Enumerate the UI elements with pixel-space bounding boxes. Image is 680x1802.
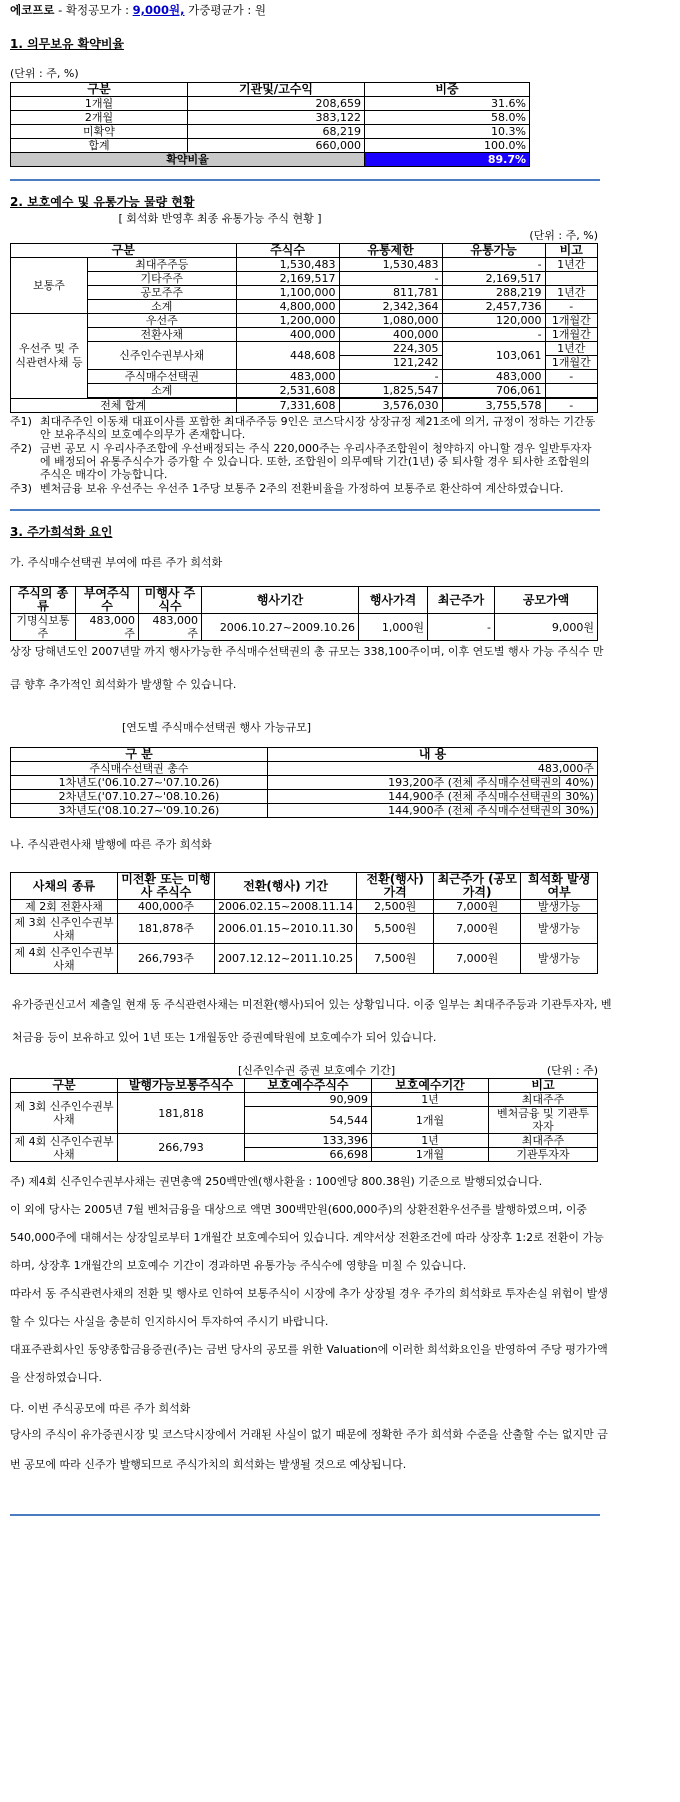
table-row: 2차년도('07.10.27~'08.10.26) 144,900주 (전체 주식매수선택권의 30%) xyxy=(11,790,598,804)
ratio-row xyxy=(11,153,530,167)
table-row: 제 4회 신주인수권부사채 266,793주 2007.12.12~2011.10.25 7,500원 7,000원 발생가능 xyxy=(11,944,598,974)
divider xyxy=(10,1514,600,1516)
table-row: 합계 660,000 100.0% xyxy=(11,139,530,153)
s3-b-title: 나. 주식관련사채 발행에 따른 주가 희석화 xyxy=(10,838,212,851)
total-row: 전체 합계 7,331,608 3,576,030 3,755,578 - xyxy=(11,399,598,413)
table-row: 3차년도('08.10.27~'09.10.26) 144,900주 (전체 주식매수선택권의 30%) xyxy=(11,804,598,818)
s3-a-para: 상장 당해년도인 2007년말 까지 행사가능한 주식매수선택권의 총 규모는 338,100주이며, 이후 연도별 행사 가능 주식수 만큼 향후 추가적인 희석화가 발생할 수 있습니다. xyxy=(10,645,604,691)
bond-table: 사채의 종류 미전환 또는 미행사 주식수 전환(행사) 기간 전환(행사) 가격 최근주가 (공모가격) 희석화 발생여부 제 2회 전환사채 400,000주 2006.02.15~2008.11.14 2,500원 7,000원 발생가능 제 3회 신주인수권부사채 181,878주 2006.01.15~2010.11.30 5,500원 7,000원 발생가능 제 4회 신주인수권부사채 266,793주 2007.12.12~2011.10.25 7,500원 7,000원 발생가능 xyxy=(10,872,598,974)
table-row: 공모주주 1,100,000 811,781 288,219 1년간 xyxy=(11,286,598,300)
table-row: 기명식보통주 483,000주 483,000주 2006.10.27~2009.10.26 1,000원 - 9,000원 xyxy=(11,614,598,641)
s2-subtitle: [ 회석화 반영후 최종 유통가능 주식 현황 ] xyxy=(118,212,322,225)
table-row: 주식매수선택권 총수 483,000주 xyxy=(11,762,598,776)
price-label: - 확정공모가 : xyxy=(58,3,129,17)
table-row: 1개월 208,659 31.6% xyxy=(11,97,530,111)
lockup-table xyxy=(10,82,530,167)
s1-h0: 구분 xyxy=(11,83,188,97)
bw-lockup-table: 구분 발행가능보통주식수 보호예수주식수 보호예수기간 비고 제 3회 신주인수권부사채 181,818 90,909 1년 최대주주 54,544 1개월 벤처금융 및 기관투자자 제 4회 신주인수권부사채 266,793 133,396 1년 최대주주 66,698 1개월 기관투자자 xyxy=(10,1078,598,1162)
bw-title-row xyxy=(10,1062,598,1076)
ratio-value: 89.7% xyxy=(365,153,530,167)
table-row: 보통주 최대주주등 1,530,483 1,530,483 - 1년간 xyxy=(11,258,598,272)
table-row: 주식매수선택권 483,000 - 483,000 - xyxy=(11,370,598,384)
table-row: 기타주주 2,169,517 - 2,169,517 xyxy=(11,272,598,286)
s2-notes: 주1) 최대주주인 이동채 대표이사를 포함한 최대주주등 9인은 코스닥시장 상장규정 제21조에 의거, 규정이 정하는 기간동안 보유주식의 보호예수의무가 존재합니다. 주2) 금번 공모 시 우리사주조합에 우선배정되는 주식 220,000주는 우리사주조합원이 청약하지 아니할 경우 일반투자자에 배정되어 유통주식수가 증가할 수 있습니다. 또한, 조합원이 의무예탁 기간(1년) 중 퇴사할 경우 퇴사한 조합원의 주식은 매각이 가능합니다. 주3) 벤처금융 보유 우선주는 우선주 1주당 보통주 2주의 전환비율을 가정하여 보통주로 환산하여 계산하였습니다. xyxy=(10,415,596,495)
table-row: 66,698 1개월 기관투자자 xyxy=(11,1148,598,1162)
bw-para-2: 따라서 동 주식관련사채의 전환 및 행사로 인하여 보통주식이 시장에 추가 상장될 경우 주가의 희석화로 투자손실 위험이 발생할 수 있다는 사실을 충분히 인지하시어 투자하여 주시기 바랍니다. xyxy=(10,1287,608,1328)
bw-unit: (단위 : 주) xyxy=(546,1064,598,1077)
yearly-table: 구 분 내 용 주식매수선택권 총수 483,000주 1차년도('06.10.27~'07.10.26) 193,200주 (전체 주식매수선택권의 40%) 2차년도('07.10.27~'08.10.26) 144,900주 (전체 주식매수선택권의 30%) 3차년도('08.10.27~'09.10.26) 144,900주 (전체 주식매수선택권의 30%) xyxy=(10,747,598,818)
table-row: 우선주 및 주식관련사채 등 우선주 1,200,000 1,080,000 120,000 1개월간 xyxy=(11,314,598,328)
table-row: 제 3회 신주인수권부사채 181,818 90,909 1년 최대주주 xyxy=(11,1093,598,1107)
s1-h2: 비중 xyxy=(365,83,530,97)
table-row: 전환사채 400,000 400,000 - 1개월간 xyxy=(11,328,598,342)
common-label: 보통주 xyxy=(11,258,88,314)
table-row: 2개월 383,122 58.0% xyxy=(11,111,530,125)
table-row: 제 2회 전환사채 400,000주 2006.02.15~2008.11.14 2,500원 7,000원 발생가능 xyxy=(11,900,598,914)
s3-c-para: 당사의 주식이 유가증권시장 및 코스닥시장에서 거래된 사실이 없기 때문에 정확한 주가 희석화 수준을 산출할 수는 없지만 금번 공모에 따라 신주가 발행되므로 주식가치의 희석화는 발생될 것으로 예상됩니다. xyxy=(10,1428,608,1471)
header-line xyxy=(10,2,680,18)
company-name: 에코프로 xyxy=(10,3,55,17)
ratio-label: 확약비율 xyxy=(11,153,365,167)
bw-para-3: 대표주관회사인 동양종합금융증권(주)는 금번 당사의 공모를 위한 Valuation에 이러한 희석화요인을 반영하여 주당 평가가액을 산정하였습니다. xyxy=(10,1343,608,1384)
s1-unit: (단위 : 주, %) xyxy=(10,67,79,80)
table-row: 54,544 1개월 벤처금융 및 기관투자자 xyxy=(11,1107,598,1134)
table-row: 소계 4,800,000 2,342,364 2,457,736 - xyxy=(11,300,598,314)
s3-c-title: 다. 이번 주식공모에 따른 주가 희석화 xyxy=(10,1402,191,1415)
circulation-table: 구분 주식수 유통제한 유통가능 비고 보통주 최대주주등 1,530,483 1,530,483 - 1년간 기타주주 2,169,517 - 2,169,517 공모주주 1,100,000 811,781 288,219 1년간 소계 4,800,000 2,342,364 2,457,736 - 우선주 및 주식관련사채 등 우선주 1,200,000 1,080,000 120,000 1개월간 전환사채 400,000 400,000 - 1개월간 신주인수권부사채 448,608 224,305 103,061 1년간 121,242 1개월간 주식매수선택권 483,000 - 483,000 - 소계 2,531,608 1,825,547 706,061 전체 합계 7,331,608 3,576,030 3,755,578 - xyxy=(10,243,598,413)
section-1-title: 1. 의무보유 확약비율 xyxy=(10,37,125,51)
s2-unit: (단위 : 주, %) xyxy=(529,229,598,242)
s3-a-title: 가. 주식매수선택권 부여에 따른 주가 희석화 xyxy=(10,556,223,569)
bw-title: [신주인수권 증권 보호예수 기간] xyxy=(238,1064,396,1077)
section-2-title: 2. 보호예수 및 유통가능 물량 현황 xyxy=(10,195,195,209)
bw-para-1: 이 외에 당사는 2005년 7월 벤처금융을 대상으로 액면 300백만원(600,000주)의 상환전환우선주를 발행하였으며, 이중 540,000주에 대해서는 상장일로부터 1개월간 보호예수되어 있습니다. 계약서상 전환조건에 따라 상장후 1:2로 전환이 가능하며, 상장후 1개월간의 보호예수 기간이 경과하면 유통가능 주식수에 영향을 미칠 수 있습니다. xyxy=(10,1203,604,1272)
offer-price: 9,000원, xyxy=(132,3,185,17)
table-row: 1차년도('06.10.27~'07.10.26) 193,200주 (전체 주식매수선택권의 40%) xyxy=(11,776,598,790)
section-3-title: 3. 주가희석화 요인 xyxy=(10,525,113,539)
table-row: 121,242 1개월간 xyxy=(11,356,598,370)
pref-label: 우선주 및 주식관련사채 등 xyxy=(11,314,88,399)
divider xyxy=(10,509,600,511)
s3-b-para: 유가증권신고서 제출일 현재 동 주식관련사채는 미전환(행사)되어 있는 상황입니다. 이중 일부는 최대주주등과 기관투자자, 벤처금융 등이 보유하고 있어 1년 또는 1개월동안 증권예탁원에 보호예수가 되어 있습니다. xyxy=(12,998,612,1044)
table-row: 제 4회 신주인수권부사채 266,793 133,396 1년 최대주주 xyxy=(11,1134,598,1148)
divider xyxy=(10,179,600,181)
table-row: 미확약 68,219 10.3% xyxy=(11,125,530,139)
table-row: 제 3회 신주인수권부사채 181,878주 2006.01.15~2010.11.30 5,500원 7,000원 발생가능 xyxy=(11,914,598,944)
table-row: 소계 2,531,608 1,825,547 706,061 xyxy=(11,384,598,398)
prospectus-page xyxy=(0,2,680,1516)
option-table: 주식의 종류 부여주식수 미행사 주식수 행사기간 행사가격 최근주가 공모가액 기명식보통주 483,000주 483,000주 2006.10.27~2009.10.26 1,000원 - 9,000원 xyxy=(10,586,598,641)
yearly-title: [연도별 주식매수선택권 행사 가능규모] xyxy=(122,721,312,734)
bw-para-0: 주) 제4회 신주인수권부사채는 권면총액 250백만엔(행사환율 : 100엔당 800.38원) 기준으로 발행되었습니다. xyxy=(10,1175,543,1188)
s1-h1: 기관및/고수익 xyxy=(188,83,365,97)
table-row: 신주인수권부사채 448,608 224,305 103,061 1년간 xyxy=(11,342,598,356)
weighted-avg: 가중평균가 : 원 xyxy=(188,3,266,17)
